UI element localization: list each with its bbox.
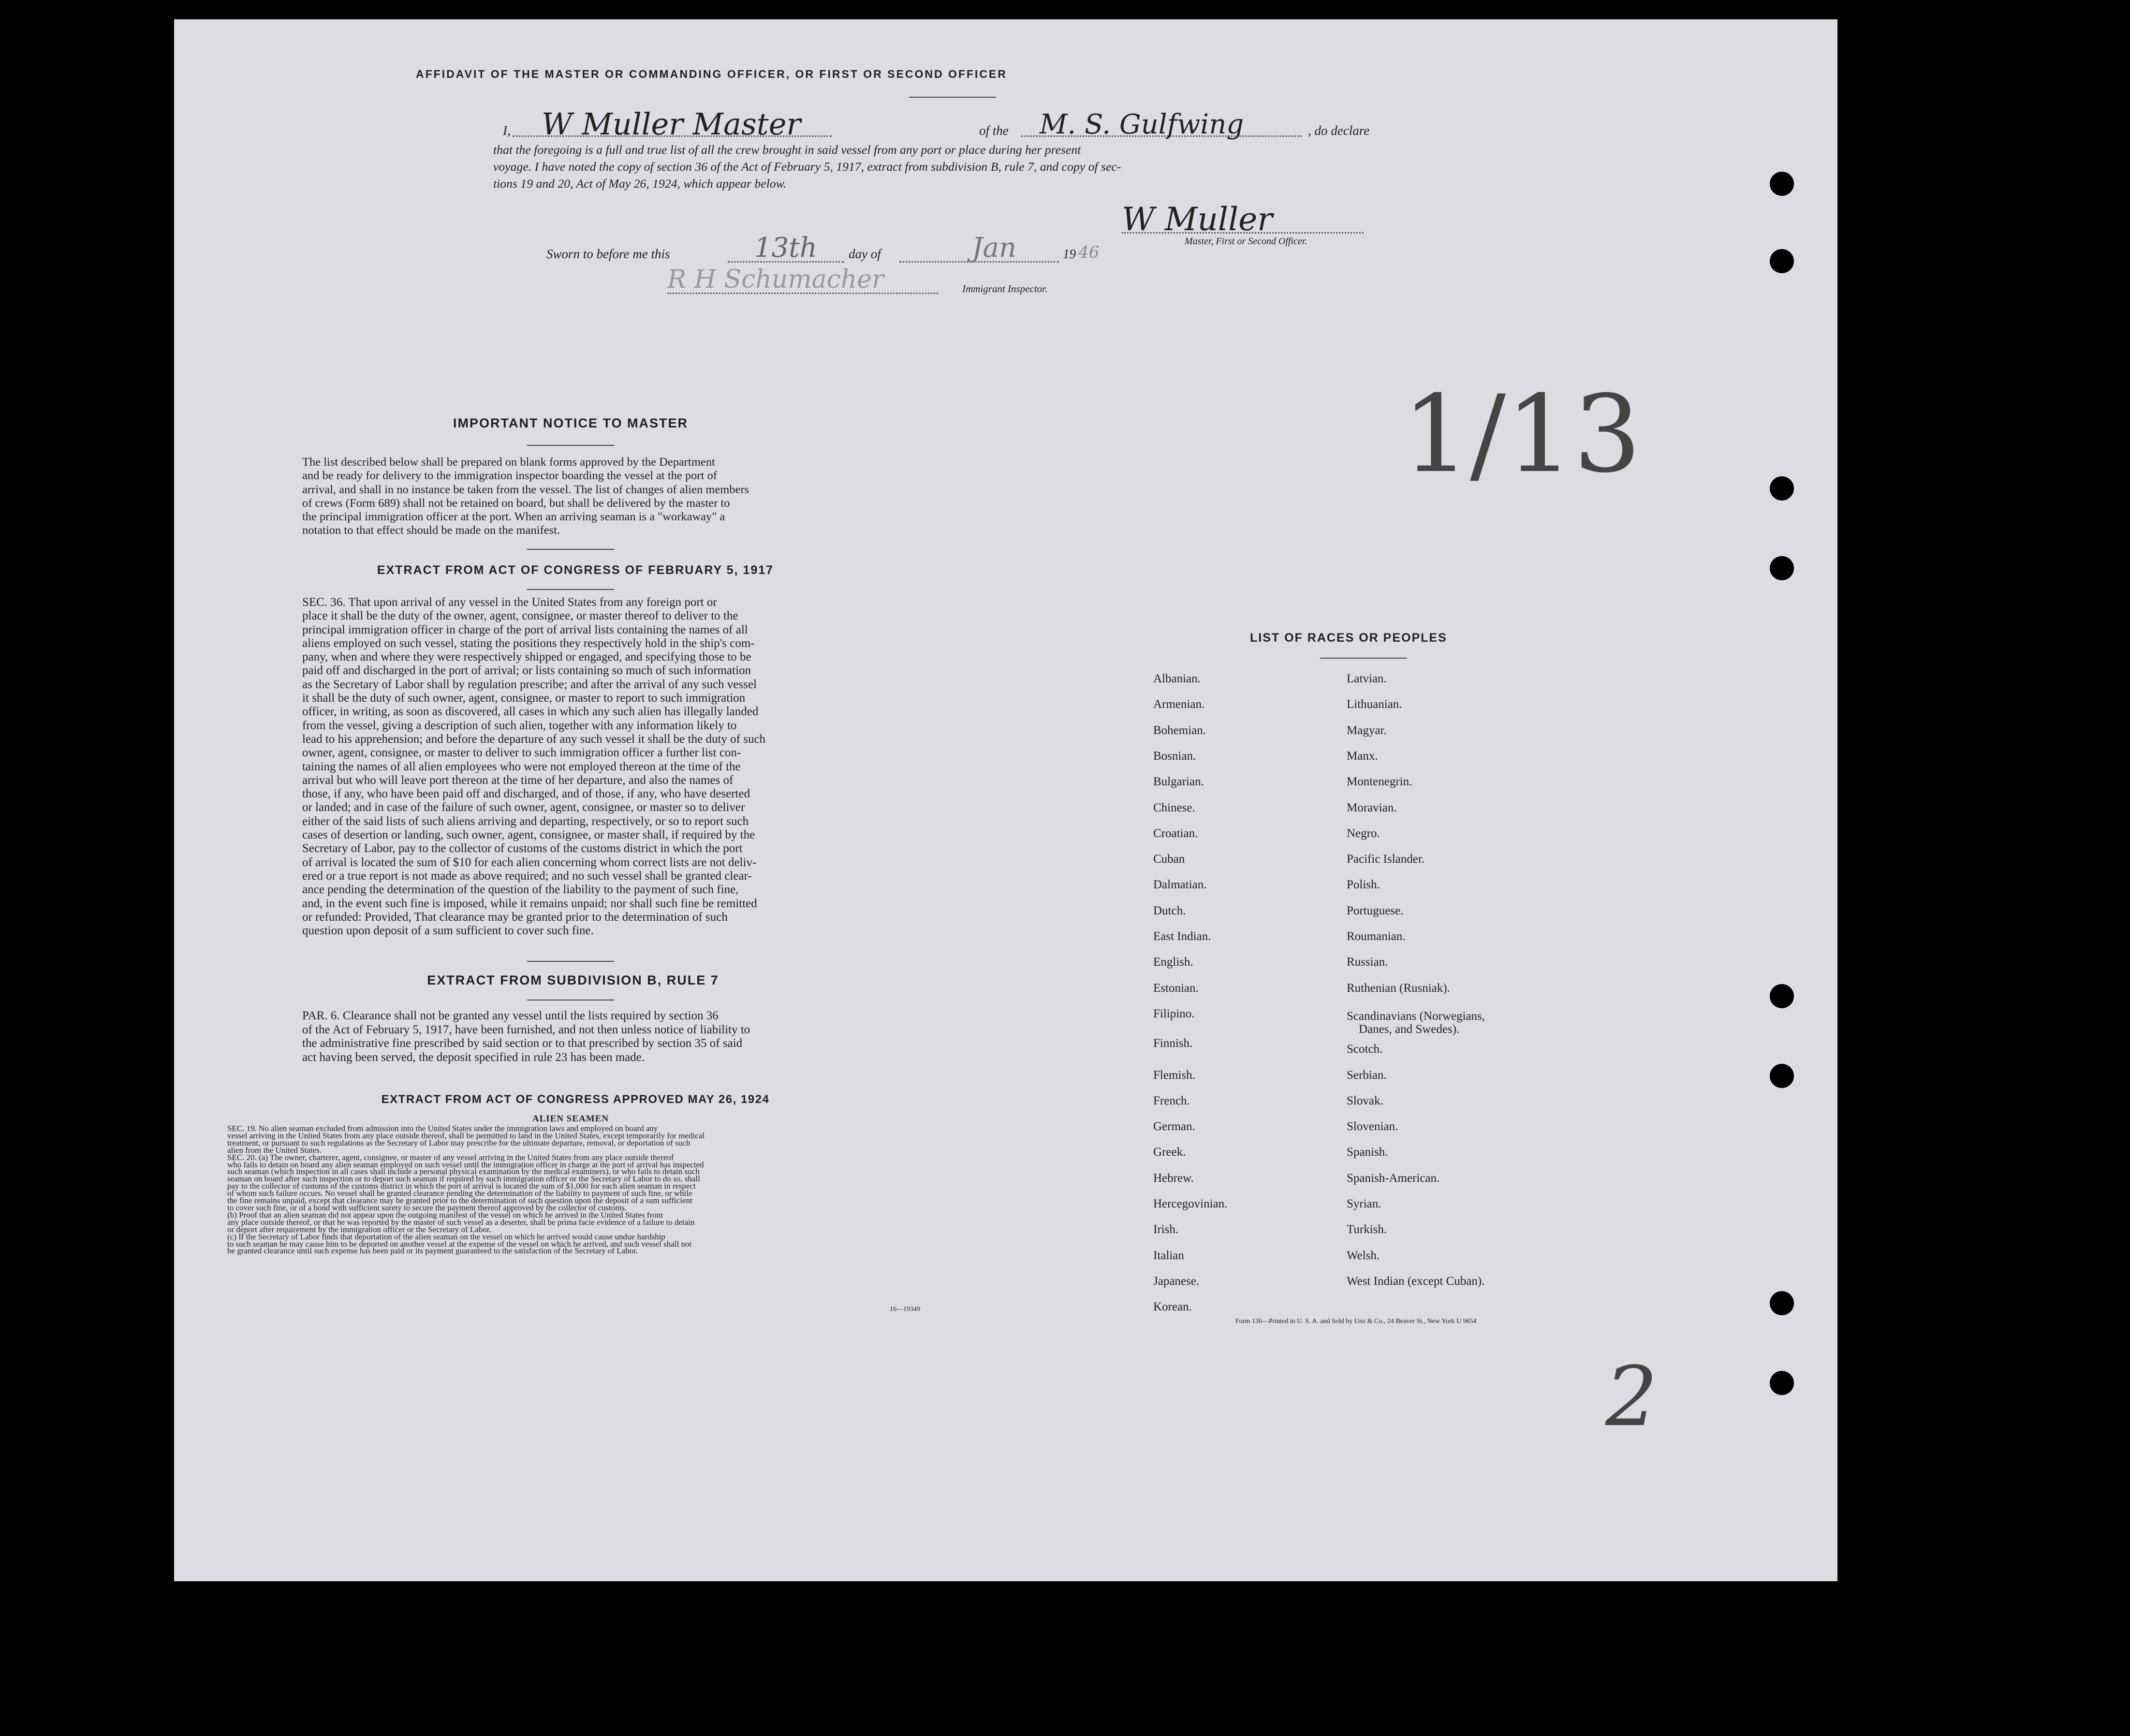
race-item: Japanese. <box>1153 1274 1200 1288</box>
rule7-body: PAR. 6. Clearance shall not be granted any vessel until the lists required by section 36 of the Act of February 5, 1917, have been furnished, and not then unless notice of liability to the administrative fine prescribed by said section or to that prescribed by section 35 of said act having been served, the deposit specified in rule 23 has been made. <box>302 1009 750 1064</box>
title-rule <box>909 97 996 98</box>
race-item: Croatian. <box>1153 826 1198 840</box>
notice-bottom-rule <box>527 549 614 550</box>
race-item: Scotch. <box>1347 1043 1383 1056</box>
race-item: Serbian. <box>1347 1068 1387 1082</box>
race-item: Armenian. <box>1153 698 1205 711</box>
race-item: Bosnian. <box>1153 749 1196 763</box>
race-item: Hebrew. <box>1153 1171 1194 1185</box>
race-item: Lithuanian. <box>1347 698 1402 711</box>
binder-hole <box>1770 249 1794 273</box>
race-item: Flemish. <box>1153 1068 1195 1082</box>
rule7-top-rule <box>527 961 614 962</box>
race-item: Ruthenian (Rusniak). <box>1347 981 1450 995</box>
document-page <box>174 19 1837 1581</box>
race-item: French. <box>1153 1094 1190 1107</box>
i-label: I, <box>503 123 511 138</box>
race-item: Manx. <box>1347 749 1378 763</box>
inspector-signature: R H Schumacher <box>667 265 884 294</box>
act1917-rule <box>527 589 614 590</box>
race-item: Italian <box>1153 1249 1184 1262</box>
race-item: Moravian. <box>1347 801 1397 814</box>
signature-caption: Master, First or Second Officer. <box>1185 236 1307 247</box>
do-declare-label: , do declare <box>1308 123 1370 138</box>
affidavit-text-line3: tions 19 and 20, Act of May 26, 1924, which appear below. <box>493 177 787 191</box>
race-item: Roumanian. <box>1347 930 1406 943</box>
race-item: Cuban <box>1153 853 1185 866</box>
binder-hole <box>1770 1371 1794 1395</box>
notice-rule <box>527 445 614 446</box>
master-signature: W Muller <box>1122 201 1273 238</box>
binder-hole <box>1770 1064 1794 1088</box>
inspector-line <box>667 293 938 294</box>
race-item: Greek. <box>1153 1146 1186 1159</box>
vessel-name-handwriting: M. S. Gulfwing <box>1040 109 1244 140</box>
race-item: German. <box>1153 1120 1195 1133</box>
of-the-label: of the <box>979 123 1009 138</box>
affidavit-title: AFFIDAVIT OF THE MASTER OR COMMANDING OFFICER, OR FIRST OR SECOND OFFICER <box>416 68 1007 80</box>
race-item: English. <box>1153 956 1193 969</box>
race-item: Spanish. <box>1347 1146 1388 1159</box>
master-name-handwriting: W Muller Master <box>542 106 801 142</box>
race-item: Finnish. <box>1153 1037 1193 1050</box>
race-item: Bohemian. <box>1153 723 1206 737</box>
race-item: Albanian. <box>1153 672 1201 685</box>
race-item: Danes, and Swedes). <box>1359 1022 1460 1036</box>
signature-line <box>1122 232 1364 234</box>
notice-body: The list described below shall be prepared on blank forms approved by the Department and be ready for delivery to the immigration inspector boarding the vessel at the port of arrival, and shall in no instance be taken from the vessel. The list of changes of alien members of crews (Form 689) shall not be retained on board, but shall be delivered by the master to the principal immigration officer at the port. When an arriving seaman is a "workaway" a notation to that effect should be made on the manifest. <box>302 456 749 537</box>
sworn-day-handwriting: 13th <box>754 232 817 264</box>
fraction-handwriting: 1/13 <box>1402 372 1642 496</box>
race-item: Korean. <box>1153 1300 1192 1314</box>
race-item: Spanish-American. <box>1347 1171 1440 1185</box>
printer-footer: Form 136—Printed in U. S. A. and Sold by Unz & Co., 24 Beaver St., New York U 9654 <box>1235 1318 1477 1325</box>
races-rule <box>1320 658 1407 659</box>
notice-heading: IMPORTANT NOTICE TO MASTER <box>453 416 688 430</box>
binder-hole <box>1770 556 1794 580</box>
race-item: Welsh. <box>1347 1249 1380 1262</box>
race-item: Negro. <box>1347 826 1380 840</box>
act1917-heading: EXTRACT FROM ACT OF CONGRESS OF FEBRUARY 5, 1917 <box>377 563 774 577</box>
race-item: Estonian. <box>1153 981 1199 995</box>
race-item: Irish. <box>1153 1223 1179 1236</box>
binder-hole <box>1770 984 1794 1008</box>
race-item: Portuguese. <box>1347 904 1404 917</box>
day-of-label: day of <box>849 247 881 261</box>
rule7-heading: EXTRACT FROM SUBDIVISION B, RULE 7 <box>427 973 719 987</box>
race-item: West Indian (except Cuban). <box>1347 1274 1485 1288</box>
race-item: Chinese. <box>1153 801 1195 814</box>
act1924-form-code: 16—19349 <box>890 1306 920 1313</box>
year-handwriting: 46 <box>1078 243 1100 262</box>
year-prefix: 19 <box>1063 247 1076 261</box>
sworn-label: Sworn to before me this <box>546 247 670 261</box>
number-handwriting: 2 <box>1605 1349 1658 1445</box>
race-item: Latvian. <box>1347 672 1387 685</box>
affidavit-text-line2: voyage. I have noted the copy of section 36 of the Act of February 5, 1917, extract from subdivision B, rule 7, and copy of sec- <box>493 160 1121 174</box>
race-item: Pacific Islander. <box>1347 853 1425 866</box>
affidavit-text-line1: that the foregoing is a full and true list of all the crew brought in said vessel from any port or place during her present <box>493 143 1081 157</box>
race-item: Russian. <box>1347 956 1388 969</box>
race-item: East Indian. <box>1153 930 1211 943</box>
binder-hole <box>1770 476 1794 500</box>
race-item: Filipino. <box>1153 1007 1195 1020</box>
race-item: Polish. <box>1347 878 1380 892</box>
sworn-month-handwriting: Jan <box>972 232 1016 264</box>
races-heading: LIST OF RACES OR PEOPLES <box>1250 631 1447 645</box>
act1924-body: SEC. 19. No alien seaman excluded from admission into the United States under the immigration laws and employed on board any vessel arriving in the United States from any place outside thereof, shall be permitted to land in the United States, except temporarily for medical treatment, or pursuant to such regulations as the Secretary of Labor may prescribe for the ultimate departure, removal, or deportation of such alien from the United States. SEC. 20. (a) The owner, charterer, agent, consignee, or master of any vessel arriving in the United States from any place outside thereof who fails to detain on board any alien seaman employed on such vessel until the immigration officer in charge at the port of arrival has inspected such seaman (which inspection in all cases shall include a personal physical examination by the medical examiners), or who fails to detain such seaman on board after such inspection or to deport such seaman if required by such immigration officer or the Secretary of Labor to do so, shall pay to the collector of customs of the customs district in which the port of arrival is located the sum of $1,000 for each alien seaman in respect of whom such failure occurs. No vessel shall be granted clearance pending the determination of the liability to payment of such fine, or while the fine remains unpaid, except that clearance may be granted prior to the determination of such question upon the deposit of a sum sufficient to cover such fine, or of a bond with sufficient surety to secure the payment thereof approved by the collector of customs. (b) Proof that an alien seaman did not appear upon the outgoing manifest of the vessel on which he arrived in the United States from any place outside thereof, or that he was reported by the master of such vessel as a deserter, shall be prima facie evidence of a failure to detain or deport after requirement by the immigration officer or the Secretary of Labor. (c) If the Secretary of Labor finds that deportation of the alien seaman on the vessel on which he arrived would cause undue hardship to such seaman he may cause him to be deported on another vessel at the expense of the vessel on which he arrived, and such vessel shall not be granted clearance until such expense has been paid or its payment guaranteed to the satisfaction of the Secretary of Labor. <box>227 1124 705 1256</box>
inspector-caption: Immigrant Inspector. <box>962 283 1048 294</box>
race-item: Dutch. <box>1153 904 1186 917</box>
race-item: Bulgarian. <box>1153 775 1204 789</box>
race-item: Dalmatian. <box>1153 878 1207 892</box>
binder-hole <box>1770 1291 1794 1315</box>
race-item: Hercegovinian. <box>1153 1197 1228 1210</box>
binder-hole <box>1770 172 1794 196</box>
race-item: Turkish. <box>1347 1223 1387 1236</box>
act1924-heading: EXTRACT FROM ACT OF CONGRESS APPROVED MAY 26, 1924 <box>381 1093 770 1106</box>
race-item: Syrian. <box>1347 1197 1381 1210</box>
race-item: Montenegrin. <box>1347 775 1412 789</box>
act1917-body: SEC. 36. That upon arrival of any vessel in the United States from any foreign port or place it shall be the duty of the owner, agent, consignee, or master thereof to deliver to the principal immigration officer in charge of the port of arrival lists containing the names of all aliens employed on such vessel, stating the positions they respectively hold in the ship's com- pany, when and where they were respectively shipped or engaged, and specifying those to be paid off and discharged in the port of arrival; or lists containing so much of such information as the Secretary of Labor shall by regulation prescribe; and after the arrival of any such vessel it shall be the duty of such owner, agent, consignee, or master to report to such immigration officer, in writing, as soon as discovered, all cases in which any such alien has illegally landed from the vessel, giving a description of such alien, together with any information likely to lead to his apprehension; and before the departure of any such vessel it shall be the duty of such owner, agent, consignee, or master to deliver to such immigration officer a further list con- taining the names of all alien employees who were not employed thereon at the time of the arrival but who will leave port thereon at the time of her departure, and also the names of those, if any, who have been paid off and discharged, and of those, if any, who have deserted or landed; and in case of the failure of such owner, agent, consignee, or master so to deliver either of the said lists of such aliens arriving and departing, respectively, or so to report such cases of desertion or landing, such owner, agent, consignee, or master shall, if required by the Secretary of Labor, pay to the collector of customs of the customs district in which the port of arrival is located the sum of $10 for each alien concerning whom correct lists are not deliv- ered or a true report is not made as above required; and no such vessel shall be granted clear- ance pending the determination of the question of the liability to the payment of such fine, and, in the event such fine is imposed, while it remains unpaid; nor shall such fine be remitted or refunded: Provided, That clearance may be granted prior to the determination of such question upon deposit of a sum sufficient to cover such fine. <box>302 596 766 938</box>
race-item: Slovak. <box>1347 1094 1383 1107</box>
act1924-subheading: ALIEN SEAMEN <box>532 1114 609 1124</box>
race-item: Slovenian. <box>1347 1120 1398 1133</box>
race-item: Magyar. <box>1347 723 1387 737</box>
race-item: Scandinavians (Norwegians, <box>1347 1009 1485 1023</box>
